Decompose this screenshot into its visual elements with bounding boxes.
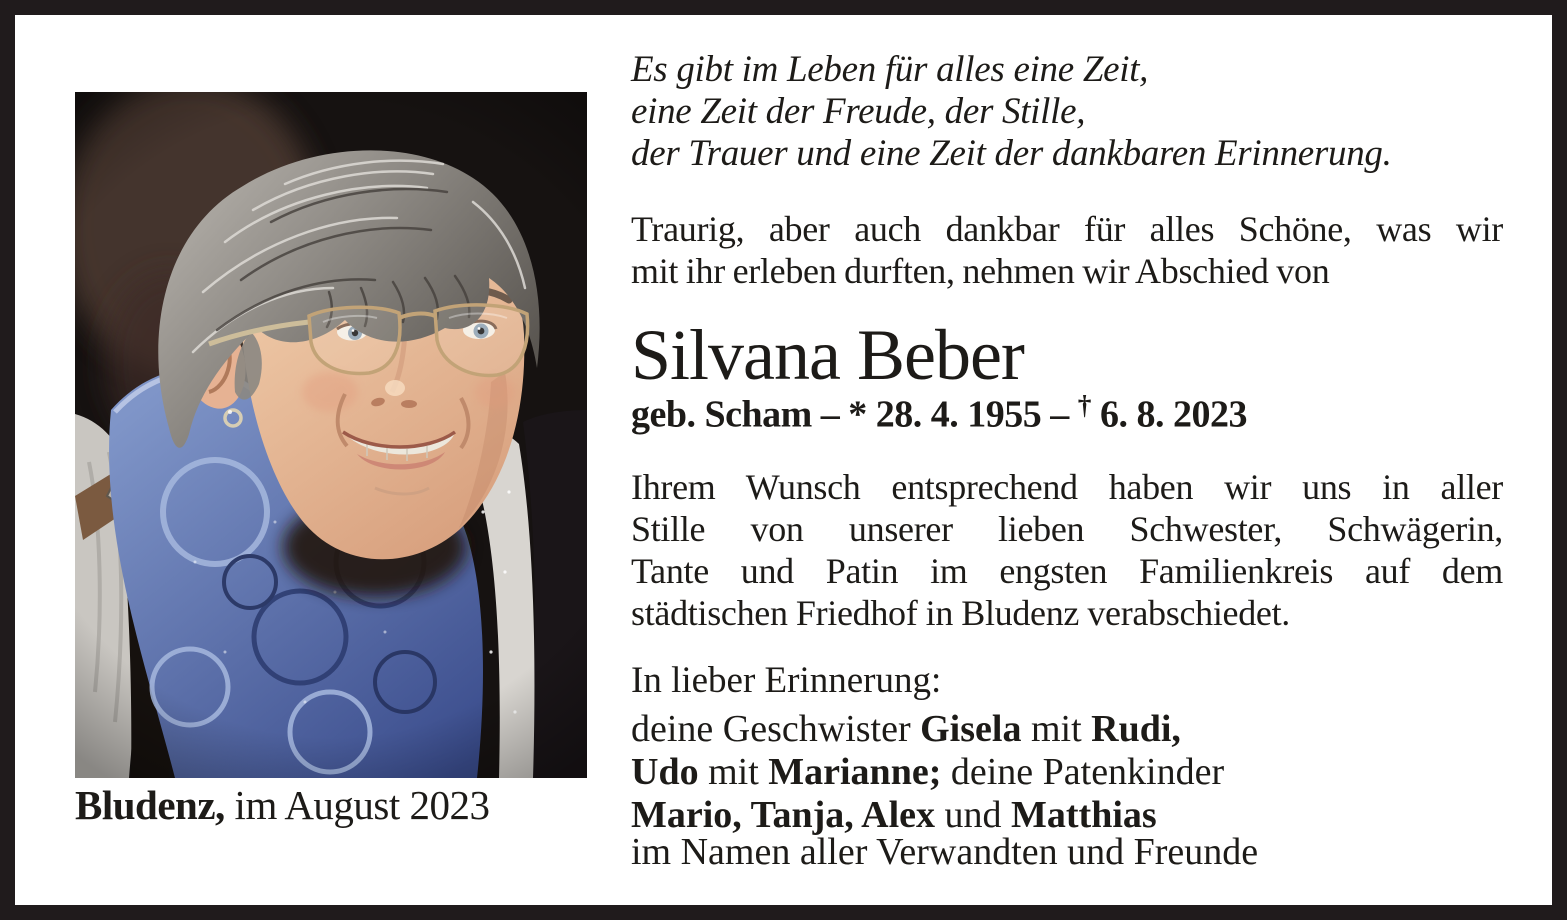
mourners-line xyxy=(631,708,1503,751)
mourners-text: deine Patenkinder xyxy=(941,751,1225,793)
mourner-name: Matthias xyxy=(1011,794,1157,836)
mourner-name: Gisela xyxy=(920,708,1022,750)
mourners-text: mit xyxy=(1021,708,1092,750)
portrait-photo xyxy=(75,92,587,778)
maiden-name: geb. Scham – xyxy=(631,393,849,436)
text-column xyxy=(631,15,1503,905)
mourner-name: Udo xyxy=(631,751,699,793)
mourner-name: Mario, Tanja, Alex xyxy=(631,794,936,836)
announcement-line: mit ihr erleben durften, nehmen wir Abschied von xyxy=(631,251,1330,291)
remembrance-heading: In lieber Erinnerung: xyxy=(631,660,942,701)
photo-caption xyxy=(75,781,490,829)
quote-line: der Trauer und eine Zeit der dankbaren Erinnerung. xyxy=(631,133,1392,174)
portrait-illustration xyxy=(75,92,587,778)
farewell-line: Tante und Patin im engsten Familienkreis auf dem xyxy=(631,551,1503,591)
mourners-text: mit xyxy=(698,751,769,793)
death-date: 6. 8. 2023 xyxy=(1090,393,1247,436)
announcement-line: Traurig, aber auch dankbar für alles Schöne, was wir xyxy=(631,209,1503,249)
closing-line: im Namen aller Verwandten und Freunde xyxy=(631,831,1259,873)
farewell-line: Ihrem Wunsch entsprechend haben wir uns in aller xyxy=(631,467,1503,507)
life-dates xyxy=(631,390,1503,436)
born-symbol: * xyxy=(848,393,867,436)
quote-line: eine Zeit der Freude, der Stille, xyxy=(631,91,1086,132)
mourners-text: deine Geschwister xyxy=(631,708,921,750)
died-symbol: † xyxy=(1077,390,1091,420)
caption-date: im August 2023 xyxy=(224,782,490,828)
quote-line: Es gibt im Leben für alles eine Zeit, xyxy=(631,49,1149,90)
mourners-list xyxy=(631,708,1503,837)
mourners-text: und xyxy=(935,794,1012,836)
mourners-line xyxy=(631,751,1503,794)
farewell-line: städtischen Friedhof in Bludenz verabschiedet. xyxy=(631,593,1291,633)
birth-date: 28. 4. 1955 – xyxy=(866,393,1078,436)
photo-vignette xyxy=(75,92,587,778)
caption-place: Bludenz, xyxy=(75,782,225,828)
mourner-name: Rudi, xyxy=(1091,708,1181,750)
announcement-paragraph xyxy=(631,208,1503,292)
opening-quote xyxy=(631,49,1503,175)
mourner-name: Marianne; xyxy=(768,751,942,793)
farewell-paragraph xyxy=(631,466,1503,634)
farewell-line: Stille von unserer lieben Schwester, Schwägerin, xyxy=(631,509,1503,549)
deceased-name: Silvana Beber xyxy=(631,315,1024,395)
